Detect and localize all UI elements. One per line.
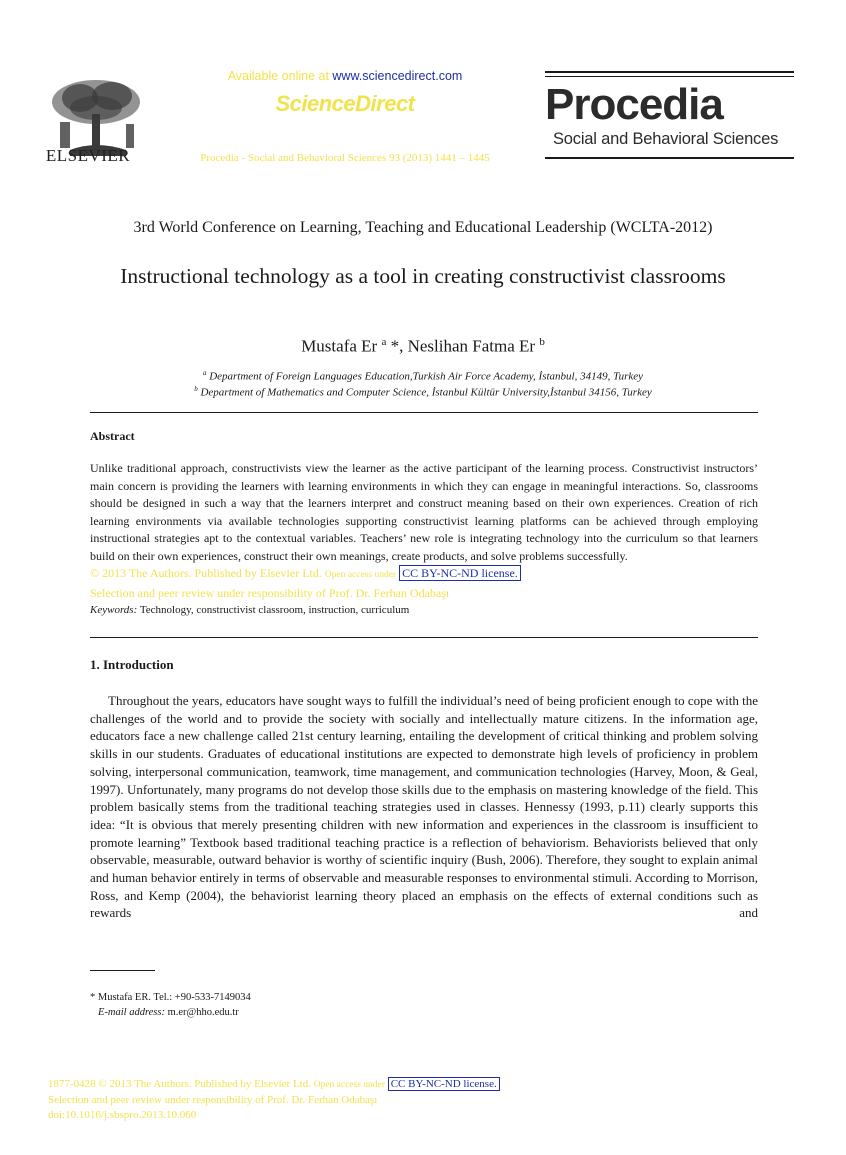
affiliation-a-text: Department of Foreign Languages Education,Turkish Air Force Academy, İstanbul, 34149, Turkey bbox=[209, 370, 644, 383]
issn-line bbox=[48, 1077, 500, 1093]
availability-line bbox=[160, 69, 530, 83]
footnote bbox=[90, 990, 251, 1020]
affiliation-a-mark: a bbox=[202, 369, 207, 377]
affiliation-b-mark: b bbox=[194, 385, 198, 393]
bottom-legal bbox=[48, 1077, 500, 1123]
header-rule-second bbox=[545, 76, 794, 77]
doi-line[interactable]: doi:10.1016/j.sbspro.2013.10.060 bbox=[48, 1109, 197, 1121]
email-address[interactable]: m.er@hho.edu.tr bbox=[164, 1007, 239, 1018]
author-2-affil-mark: b bbox=[539, 336, 545, 348]
abstract-heading: Abstract bbox=[90, 429, 135, 443]
conference-name: 3rd World Conference on Learning, Teaching and Educational Leadership (WCLTA-2012) bbox=[133, 219, 713, 236]
copyright-line bbox=[90, 565, 758, 585]
title-divider bbox=[90, 412, 758, 413]
affiliation-b-text: Department of Mathematics and Computer Science, İstanbul Kültür University,İstanbul 34156, Turkey bbox=[200, 386, 652, 399]
author-line bbox=[0, 336, 846, 357]
footnote-rule bbox=[90, 970, 155, 971]
open-access-text: Open access under bbox=[324, 570, 397, 580]
journal-citation: Procedia - Social and Behavioral Sciences 93 (2013) 1441 – 1445 bbox=[200, 152, 490, 164]
header-rule-top bbox=[545, 71, 794, 73]
bottom-cc-license-link[interactable]: CC BY-NC-ND license. bbox=[388, 1077, 500, 1091]
keywords-line bbox=[90, 602, 758, 620]
author-1: Mustafa Er bbox=[301, 336, 378, 356]
corresponding-mark: *, bbox=[386, 336, 408, 356]
email-label: E-mail address: bbox=[98, 1007, 165, 1018]
affiliation-b bbox=[0, 385, 846, 399]
peer-review-line: Selection and peer review under responsibility of Prof. Dr. Ferhan Odabaşı bbox=[90, 585, 450, 600]
bottom-peer-review: Selection and peer review under responsibility of Prof. Dr. Ferhan Odabaşı bbox=[48, 1094, 378, 1106]
cc-license-link[interactable]: CC BY-NC-ND license. bbox=[399, 565, 521, 581]
affiliation-a bbox=[0, 369, 846, 383]
available-prefix: Available online at bbox=[227, 69, 329, 83]
keywords-label: Keywords: bbox=[90, 604, 138, 616]
introduction-body bbox=[90, 692, 758, 922]
procedia-title: Procedia bbox=[545, 80, 723, 129]
procedia-subtitle: Social and Behavioral Sciences bbox=[553, 130, 779, 148]
keywords-text: Technology, constructivist classroom, instruction, curriculum bbox=[137, 604, 410, 616]
issn-text: 1877-0428 © 2013 The Authors. Published by Elsevier Ltd. bbox=[48, 1078, 311, 1090]
footnote-email-line bbox=[90, 1005, 251, 1020]
elsevier-wordmark: ELSEVIER bbox=[45, 146, 131, 165]
copyright-text: © 2013 The Authors. Published by Elsevier Ltd. bbox=[90, 566, 322, 580]
introduction-heading: 1. Introduction bbox=[90, 657, 174, 672]
footnote-contact: * Mustafa ER. Tel.: +90-533-7149034 bbox=[90, 992, 251, 1003]
bottom-open-access-text: Open access under bbox=[313, 1080, 385, 1090]
abstract-text: Unlike traditional approach, constructivists view the learner as the active participant of the learning process. Constructivist instructors’ main concern is providing the learners with learning environments in which they can engage in meaningful interactions. So, classrooms should be designed in such a way that the learners interpret and construct meaning based on their own experiences. Creation of rich learning environments via available technologies supporting constructivist learning platforms can be achieved through employing instructional strategies apt to the contextual variables. Teachers’ new role is integrating technology into the curriculum so that learners build on their own experiences, construct their own meanings, create products, and solve problems successfully. bbox=[90, 461, 758, 563]
author-2: Neslihan Fatma Er bbox=[407, 336, 536, 356]
header-rule-bottom bbox=[545, 157, 794, 159]
author-1-affil-mark: a bbox=[381, 336, 387, 348]
sciencedirect-logo: ScienceDirect bbox=[275, 91, 415, 116]
paper-title: Instructional technology as a tool in creating constructivist classrooms bbox=[120, 264, 726, 288]
abstract-divider bbox=[90, 637, 758, 638]
introduction-text: Throughout the years, educators have sought ways to fulfill the individual’s need of being proficient enough to cope with the challenges of the world and to provide the society with socially and intellectually mature citizens. In the information age, educators face a new challenge called 21st century learning, entailing the development of critical thinking and problem solving skills in our students. Graduates of educational institutions are expected to demonstrate high levels of proficiency in problem solving, interpersonal communication, teamwork, time management, and communication technologies (Harvey, Moon, & Geal, 1997). Unfortunately, many programs do not develop those skills due to the emphasis on mastering knowledge of the field. This problem basically stems from the traditional teaching strategies used in classes. Hennessy (1993, p.11) clearly supports this idea: “It is obvious that merely presenting children with new information and experiences in the classroom is insufficient to promote learning” Textbook based traditional teaching practice is a reflection of behaviorism. Behaviorists believed that only observable, measurable, outward behavior is worthy of scientific inquiry (Bush, 2006). Therefore, they sought to explain animal and human behavior entirely in terms of observable and measurable responses to environmental stimuli. According to Morrison, Ross, and Kemp (2004), the behaviorist learning theory placed an emphasis on the effects of external conditions such as rewards and bbox=[90, 693, 758, 921]
sciencedirect-link[interactable]: www.sciencedirect.com bbox=[332, 69, 463, 83]
abstract-body bbox=[90, 460, 758, 620]
